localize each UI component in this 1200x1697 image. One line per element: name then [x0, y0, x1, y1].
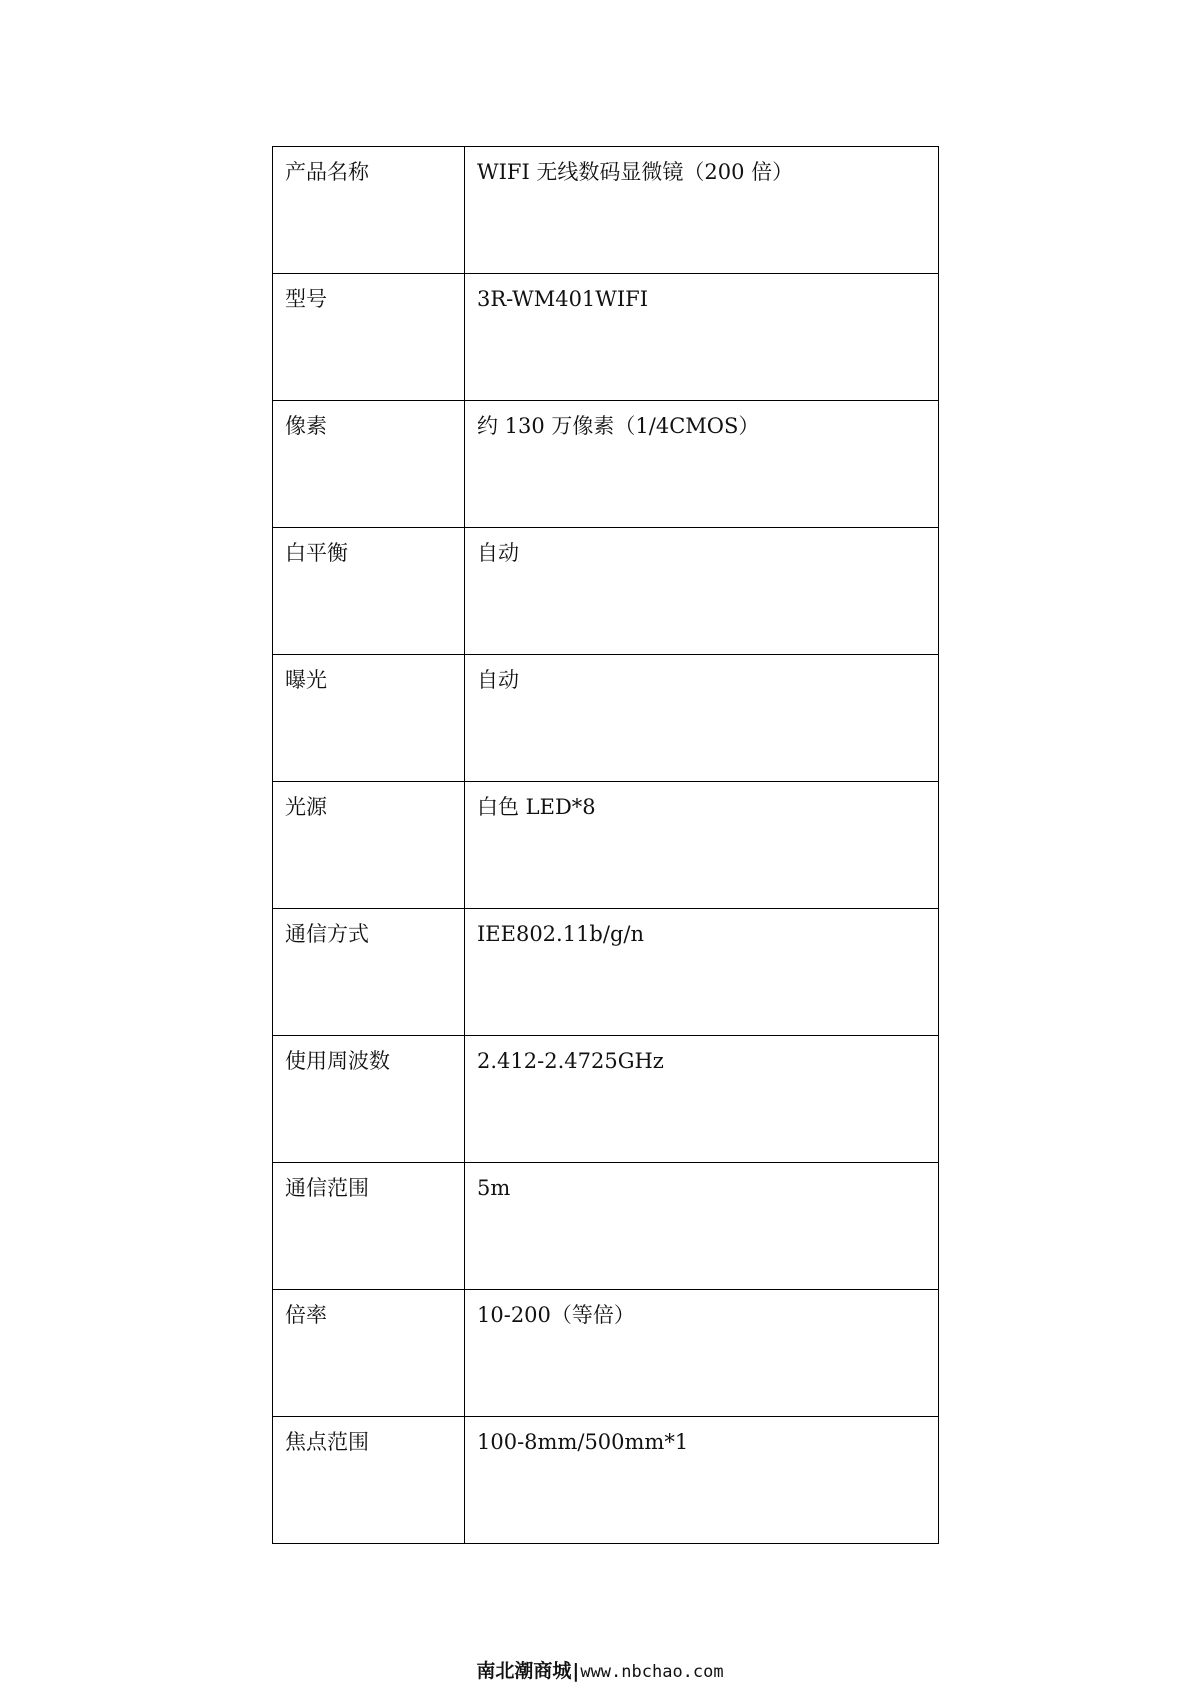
- table-row: [273, 528, 939, 655]
- footer-separator: |: [572, 1660, 580, 1682]
- spec-value: 白色 LED*8: [465, 782, 939, 909]
- spec-value: IEE802.11b/g/n: [465, 909, 939, 1036]
- table-row: [273, 1290, 939, 1417]
- table-row: [273, 1163, 939, 1290]
- table-row: [273, 274, 939, 401]
- spec-value: 自动: [465, 528, 939, 655]
- spec-value: 3R-WM401WIFI: [465, 274, 939, 401]
- spec-label: 通信方式: [273, 909, 465, 1036]
- spec-value: 自动: [465, 655, 939, 782]
- spec-value: 2.412-2.4725GHz: [465, 1036, 939, 1163]
- table-row: [273, 782, 939, 909]
- spec-value: 5m: [465, 1163, 939, 1290]
- table-row: [273, 655, 939, 782]
- table-row: [273, 909, 939, 1036]
- page-footer: [0, 1656, 1200, 1683]
- table-row: [273, 1417, 939, 1544]
- spec-label: 焦点范围: [273, 1417, 465, 1544]
- spec-label: 使用周波数: [273, 1036, 465, 1163]
- spec-label: 曝光: [273, 655, 465, 782]
- spec-label: 产品名称: [273, 147, 465, 274]
- spec-value: 10-200（等倍）: [465, 1290, 939, 1417]
- footer-url[interactable]: www.nbchao.com: [580, 1662, 724, 1682]
- spec-value: 100-8mm/500mm*1: [465, 1417, 939, 1544]
- table-row: [273, 147, 939, 274]
- spec-label: 型号: [273, 274, 465, 401]
- table-row: [273, 401, 939, 528]
- footer-brand: 南北潮商城: [476, 1660, 572, 1682]
- spec-label: 光源: [273, 782, 465, 909]
- spec-table: [272, 146, 939, 1544]
- spec-label: 倍率: [273, 1290, 465, 1417]
- table-row: [273, 1036, 939, 1163]
- spec-value: 约 130 万像素（1/4CMOS）: [465, 401, 939, 528]
- spec-label: 像素: [273, 401, 465, 528]
- spec-label: 通信范围: [273, 1163, 465, 1290]
- spec-value: WIFI 无线数码显微镜（200 倍）: [465, 147, 939, 274]
- spec-label: 白平衡: [273, 528, 465, 655]
